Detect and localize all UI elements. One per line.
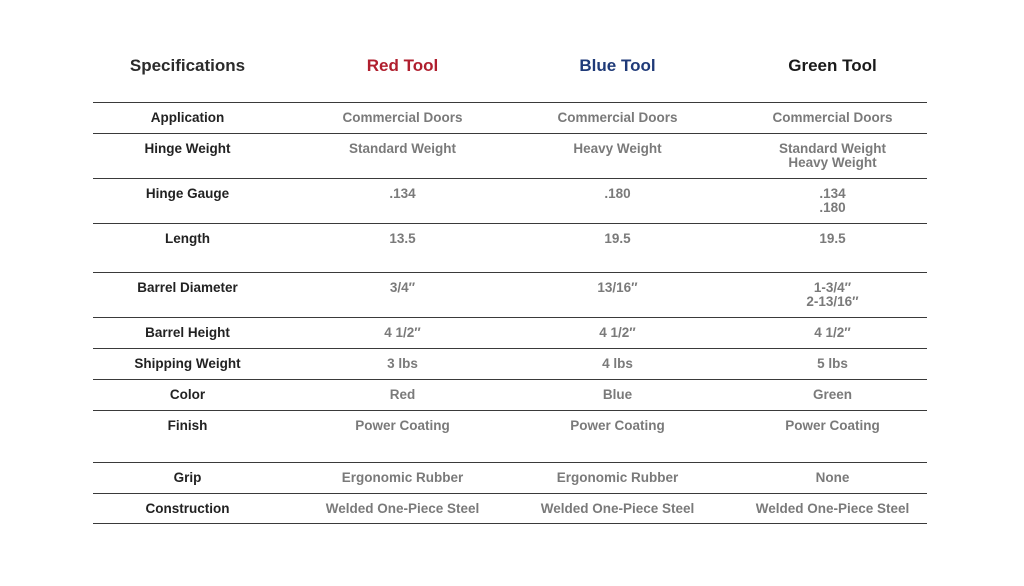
value-line: None	[815, 470, 850, 485]
value-line: 5 lbs	[817, 356, 848, 371]
table-row	[93, 410, 927, 462]
red-tool-value	[295, 281, 510, 295]
red-tool-value	[295, 111, 510, 125]
value-line: .134	[819, 186, 846, 201]
header-specifications: Specifications	[129, 56, 246, 75]
red-tool-value	[295, 187, 510, 201]
table-row	[93, 379, 927, 410]
row-label: Hinge Gauge	[145, 186, 230, 201]
value-line: 3/4″	[389, 280, 416, 295]
blue-tool-value	[510, 471, 725, 485]
table-row	[93, 178, 927, 223]
blue-tool-value	[510, 111, 725, 125]
value-line: 1-3/4″	[813, 280, 852, 295]
value-line: 4 1/2″	[599, 325, 636, 340]
value-line: 2-13/16″	[806, 294, 859, 309]
value-line: Power Coating	[785, 418, 880, 433]
green-tool-value	[725, 232, 940, 246]
value-line: 4 1/2″	[384, 325, 421, 340]
value-line: Standard Weight	[348, 141, 456, 156]
row-label: Color	[169, 387, 206, 402]
row-label: Length	[165, 231, 210, 246]
value-line: 4 1/2″	[814, 325, 851, 340]
table-row	[93, 462, 927, 493]
value-line: Welded One-Piece Steel	[540, 501, 695, 516]
value-line: 19.5	[604, 231, 631, 246]
table-row	[93, 348, 927, 379]
value-line: 13/16″	[597, 280, 638, 295]
value-line: Welded One-Piece Steel	[755, 501, 910, 516]
value-line: Commercial Doors	[772, 110, 893, 125]
header-green-tool: Green Tool	[788, 56, 877, 75]
green-tool-value	[725, 357, 940, 371]
green-tool-value	[725, 502, 940, 516]
value-line: Heavy Weight	[573, 141, 662, 156]
blue-tool-value	[510, 326, 725, 340]
value-line: Standard Weight	[778, 141, 886, 156]
blue-tool-value	[510, 357, 725, 371]
red-tool-value	[295, 142, 510, 156]
table-row	[93, 223, 927, 272]
row-label: Hinge Weight	[144, 141, 231, 156]
red-tool-value	[295, 232, 510, 246]
value-line: Power Coating	[355, 418, 450, 433]
header-blue-tool: Blue Tool	[579, 56, 656, 75]
row-label: Barrel Height	[145, 325, 230, 340]
value-line: .180	[819, 200, 846, 215]
red-tool-value	[295, 471, 510, 485]
table-row	[93, 133, 927, 178]
value-line: Heavy Weight	[788, 155, 877, 170]
blue-tool-value	[510, 388, 725, 402]
row-label: Shipping Weight	[134, 356, 241, 371]
green-tool-value	[725, 111, 940, 125]
table-row	[93, 272, 927, 317]
green-tool-value	[725, 326, 940, 340]
row-label: Application	[150, 110, 225, 125]
header-red-tool: Red Tool	[366, 56, 439, 75]
green-tool-value	[725, 419, 940, 433]
value-line: Ergonomic Rubber	[341, 470, 464, 485]
value-line: Power Coating	[570, 418, 665, 433]
blue-tool-value	[510, 502, 725, 516]
specifications-table	[93, 102, 927, 524]
red-tool-value	[295, 502, 510, 516]
value-line: .134	[389, 186, 416, 201]
value-line: .180	[604, 186, 631, 201]
value-line: Ergonomic Rubber	[556, 470, 679, 485]
value-line: Green	[812, 387, 853, 402]
blue-tool-value	[510, 419, 725, 433]
blue-tool-value	[510, 281, 725, 295]
red-tool-value	[295, 419, 510, 433]
blue-tool-value	[510, 232, 725, 246]
blue-tool-value	[510, 187, 725, 201]
green-tool-value	[725, 281, 940, 309]
green-tool-value	[725, 388, 940, 402]
value-line: Commercial Doors	[342, 110, 463, 125]
red-tool-value	[295, 326, 510, 340]
table-row	[93, 102, 927, 133]
table-row	[93, 317, 927, 348]
value-line: 19.5	[819, 231, 846, 246]
row-label: Construction	[145, 501, 230, 516]
green-tool-value	[725, 142, 940, 170]
row-label: Barrel Diameter	[137, 280, 238, 295]
value-line: Red	[389, 387, 416, 402]
row-label: Grip	[173, 470, 202, 485]
table-header	[80, 50, 940, 82]
value-line: 4 lbs	[602, 356, 633, 371]
green-tool-value	[725, 471, 940, 485]
green-tool-value	[725, 187, 940, 215]
value-line: 13.5	[389, 231, 416, 246]
red-tool-value	[295, 388, 510, 402]
table-row	[93, 493, 927, 524]
value-line: 3 lbs	[387, 356, 418, 371]
red-tool-value	[295, 357, 510, 371]
blue-tool-value	[510, 142, 725, 156]
value-line: Blue	[602, 387, 633, 402]
value-line: Welded One-Piece Steel	[325, 501, 480, 516]
row-label: Finish	[167, 418, 208, 433]
value-line: Commercial Doors	[557, 110, 678, 125]
